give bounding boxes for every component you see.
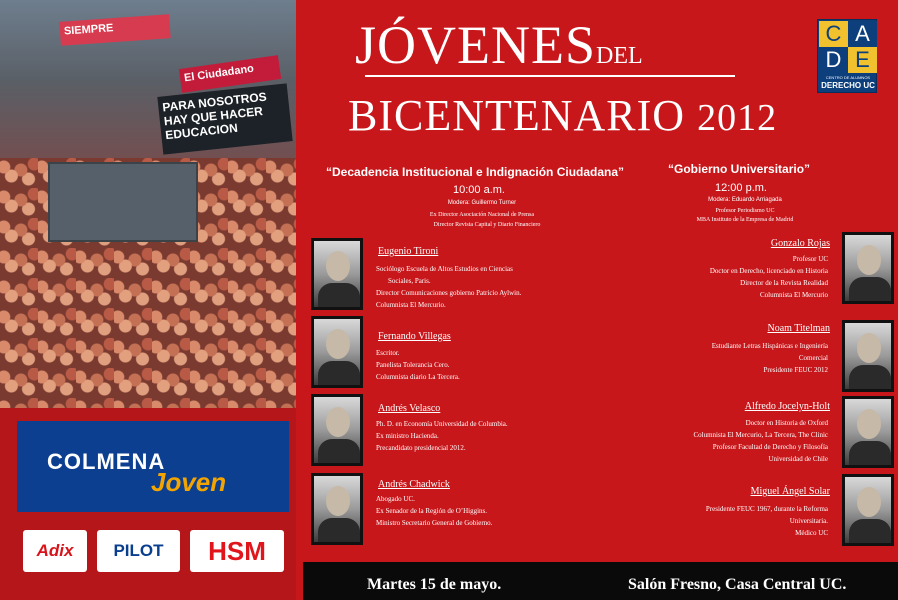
pilot-logo: PILOT	[97, 530, 180, 572]
speaker-description: Abogado UC. Ex Senador de la Región de O’Higgins. Ministro Secretario General de Gobierno.	[376, 495, 493, 527]
session-1-moderator-line: Ex Director Asociación Nacional de Prensa	[429, 212, 535, 218]
session-2-title: “Gobierno Universitario”	[668, 162, 811, 176]
speaker-photo	[311, 394, 363, 466]
colmena-text: COLMENA	[47, 449, 166, 474]
hsm-logo: HSM	[190, 530, 284, 572]
speaker-name: Gonzalo Rojas	[770, 238, 830, 249]
speaker-description: Presidente FEUC 1967, durante la Reforma Universitaria. Médico UC	[705, 505, 828, 537]
speaker-name: Noam Titelman	[767, 323, 830, 334]
speaker-description: Doctor en Historia de Oxford Columnista El Mercurio, La Tercera, The Clinic Profesor Facultad de Derecho y Filosofía Universidad de Chile	[693, 419, 828, 463]
speaker-description: Sociólogo Escuela de Altos Estudios en Ciencias Sociales, Paris. Director Comunicaciones gobierno Patricio Aylwin. Columnista El Mercurio.	[376, 265, 522, 309]
colmena-joven-logo	[17, 421, 289, 512]
speaker-name: Fernando Villegas	[378, 331, 451, 342]
speaker-description: Escritor. Panelista Tolerancia Cero. Columnista diario La Tercera.	[376, 349, 460, 381]
speaker-name: Andrés Chadwick	[378, 479, 450, 490]
speaker-name: Alfredo Jocelyn-Holt	[744, 401, 830, 412]
session-1-time: 10:00 a.m.	[453, 184, 505, 196]
session-1-title: “Decadencia Institucional e Indignación Ciudadana”	[326, 165, 625, 179]
title-underline	[365, 75, 735, 77]
footer-bar	[303, 562, 898, 600]
session-2-moderator-line: Profesor Periodismo UC	[715, 208, 775, 214]
speaker-photo	[842, 396, 894, 468]
speaker-description: Profesor UC Doctor en Derecho, licenciado en Historia Director de la Revista Realidad Columnista El Mercurio	[709, 255, 828, 299]
speaker-description: Ph. D. en Economía Universidad de Columbia. Ex ministro Hacienda. Precandidato presidencial 2012.	[376, 420, 508, 452]
speaker-photo	[842, 320, 894, 392]
left-panel	[0, 0, 296, 600]
speaker-photo	[311, 238, 363, 310]
speaker-photo	[842, 232, 894, 304]
protest-photo	[0, 0, 296, 408]
joven-text: Joven	[151, 467, 227, 497]
protest-banner: El Ciudadano	[179, 55, 281, 93]
speaker-photo	[311, 316, 363, 388]
speaker-name: Eugenio Tironi	[378, 246, 439, 257]
speaker-photo	[311, 473, 363, 545]
session-1-moderator-line: Director Revista Capital y Diario Financiero	[433, 222, 541, 228]
speaker-name: Andrés Velasco	[378, 403, 441, 414]
event-title: JÓVENESDEL	[355, 15, 643, 75]
armored-vehicle	[48, 162, 198, 242]
protest-banner: PARA NOSOTROS HAY QUE HACER EDUCACION	[157, 83, 292, 154]
protest-banner: SIEMPRE	[59, 14, 170, 46]
session-2-moderator: Modera: Eduardo Arriagada	[708, 197, 782, 203]
adix-logo: Adix	[23, 530, 87, 572]
session-2-moderator-line: MBA Instituto de la Empresa de Madrid	[696, 217, 794, 223]
speaker-description: Estudiante Letras Hispánicas e Ingeniería Comercial Presidente FEUC 2012	[711, 342, 828, 374]
speaker-name: Miguel Ángel Solar	[750, 486, 830, 497]
session-2-time: 12:00 p.m.	[715, 182, 767, 194]
session-1-moderator: Modera: Guillermo Turner	[447, 200, 517, 206]
event-date: Martes 15 de mayo.	[367, 576, 502, 593]
event-venue: Salón Fresno, Casa Central UC.	[628, 576, 847, 593]
speaker-photo	[842, 474, 894, 546]
cade-logo: C A D E CENTRO DE ALUMNOS DERECHO UC	[817, 19, 877, 93]
event-subtitle: BICENTENARIO 2012	[348, 91, 778, 140]
